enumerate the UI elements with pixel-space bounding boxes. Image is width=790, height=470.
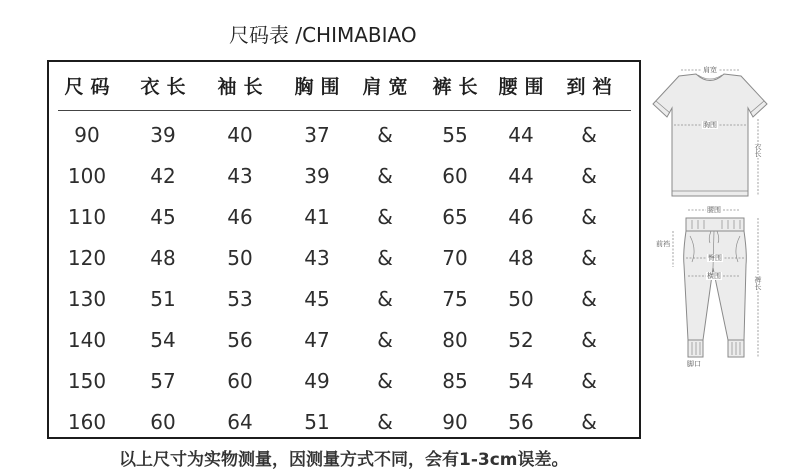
table-row <box>49 320 639 361</box>
header-rise: 到裆 <box>566 76 619 98</box>
cell-sleeve-length: 60 <box>227 369 253 393</box>
table-header <box>49 68 639 106</box>
cell-size: 110 <box>67 205 107 229</box>
cell-pants-length: 85 <box>442 369 468 393</box>
tshirt-length-label: 衣长 <box>754 143 762 157</box>
cell-top-length: 51 <box>150 287 176 311</box>
cell-size: 120 <box>67 246 107 270</box>
cell-size: 140 <box>67 328 107 352</box>
cell-rise: & <box>581 410 597 434</box>
cell-top-length: 54 <box>150 328 176 352</box>
tshirt-outline <box>653 74 767 196</box>
measurement-note: 以上尺寸为实物测量，因测量方式不同，会有1-3cm误差。 <box>119 450 569 470</box>
table-row <box>49 197 639 238</box>
cell-sleeve-length: 64 <box>227 410 253 434</box>
cell-top-length: 48 <box>150 246 176 270</box>
pants-thigh-label: 横围 <box>707 272 721 280</box>
cell-pants-length: 75 <box>442 287 468 311</box>
cell-shoulder-width: & <box>377 410 393 434</box>
tshirt-chest-label: 胸围 <box>703 121 717 129</box>
cell-pants-length: 90 <box>442 410 468 434</box>
cell-size: 100 <box>67 164 107 188</box>
cell-chest: 39 <box>304 164 330 188</box>
cell-waist: 44 <box>508 164 534 188</box>
cell-sleeve-length: 53 <box>227 287 253 311</box>
header-shoulder-width: 肩宽 <box>362 76 415 98</box>
header-divider <box>58 110 631 111</box>
cell-shoulder-width: & <box>377 287 393 311</box>
table-row <box>49 238 639 279</box>
cell-sleeve-length: 50 <box>227 246 253 270</box>
cell-waist: 46 <box>508 205 534 229</box>
cell-sleeve-length: 43 <box>227 164 253 188</box>
pants-illustration <box>684 218 747 357</box>
cell-shoulder-width: & <box>377 205 393 229</box>
cell-shoulder-width: & <box>377 246 393 270</box>
table-body <box>49 115 639 443</box>
cell-waist: 56 <box>508 410 534 434</box>
cell-pants-length: 70 <box>442 246 468 270</box>
cell-chest: 45 <box>304 287 330 311</box>
pants-left-cuff <box>688 340 703 357</box>
header-chest: 胸围 <box>294 76 347 98</box>
cell-pants-length: 60 <box>442 164 468 188</box>
pants-waistband <box>686 218 744 231</box>
pants-hip-label: 臀围 <box>708 254 722 262</box>
cell-size: 90 <box>74 123 100 147</box>
cell-pants-length: 80 <box>442 328 468 352</box>
pants-hem-label: 脚口 <box>687 360 701 368</box>
cell-waist: 50 <box>508 287 534 311</box>
cell-rise: & <box>581 328 597 352</box>
cell-waist: 52 <box>508 328 534 352</box>
tshirt-shoulder-label: 肩宽 <box>703 66 717 74</box>
cell-shoulder-width: & <box>377 328 393 352</box>
cell-rise: & <box>581 287 597 311</box>
garment-diagram <box>640 60 785 380</box>
header-size: 尺码 <box>64 76 117 98</box>
cell-top-length: 39 <box>150 123 176 147</box>
cell-chest: 47 <box>304 328 330 352</box>
table-row <box>49 115 639 156</box>
cell-chest: 49 <box>304 369 330 393</box>
header-sleeve-length: 袖长 <box>217 76 270 98</box>
cell-chest: 51 <box>304 410 330 434</box>
cell-shoulder-width: & <box>377 123 393 147</box>
cell-size: 130 <box>67 287 107 311</box>
cell-top-length: 42 <box>150 164 176 188</box>
cell-rise: & <box>581 369 597 393</box>
cell-top-length: 57 <box>150 369 176 393</box>
tshirt-illustration <box>653 74 767 196</box>
cell-rise: & <box>581 164 597 188</box>
cell-top-length: 45 <box>150 205 176 229</box>
cell-sleeve-length: 56 <box>227 328 253 352</box>
size-table <box>47 60 641 439</box>
cell-chest: 41 <box>304 205 330 229</box>
cell-sleeve-length: 46 <box>227 205 253 229</box>
cell-sleeve-length: 40 <box>227 123 253 147</box>
cell-top-length: 60 <box>150 410 176 434</box>
cell-chest: 37 <box>304 123 330 147</box>
table-row <box>49 279 639 320</box>
page-title: 尺码表 /CHIMABIAO <box>229 23 417 47</box>
pants-outline <box>684 231 747 340</box>
cell-pants-length: 65 <box>442 205 468 229</box>
cell-rise: & <box>581 123 597 147</box>
cell-waist: 44 <box>508 123 534 147</box>
cell-rise: & <box>581 246 597 270</box>
cell-chest: 43 <box>304 246 330 270</box>
pants-rise-label: 前裆 <box>656 240 670 248</box>
pants-length-label: 裤长 <box>754 276 762 290</box>
cell-rise: & <box>581 205 597 229</box>
cell-shoulder-width: & <box>377 369 393 393</box>
header-waist: 腰围 <box>498 76 551 98</box>
table-row <box>49 361 639 402</box>
cell-shoulder-width: & <box>377 164 393 188</box>
header-pants-length: 裤长 <box>432 76 485 98</box>
cell-pants-length: 55 <box>442 123 468 147</box>
cell-size: 150 <box>67 369 107 393</box>
header-top-length: 衣长 <box>140 76 193 98</box>
cell-waist: 54 <box>508 369 534 393</box>
cell-size: 160 <box>67 410 107 434</box>
pants-waist-label: 腰围 <box>707 206 721 214</box>
cell-waist: 48 <box>508 246 534 270</box>
table-row <box>49 156 639 197</box>
table-row <box>49 402 639 443</box>
